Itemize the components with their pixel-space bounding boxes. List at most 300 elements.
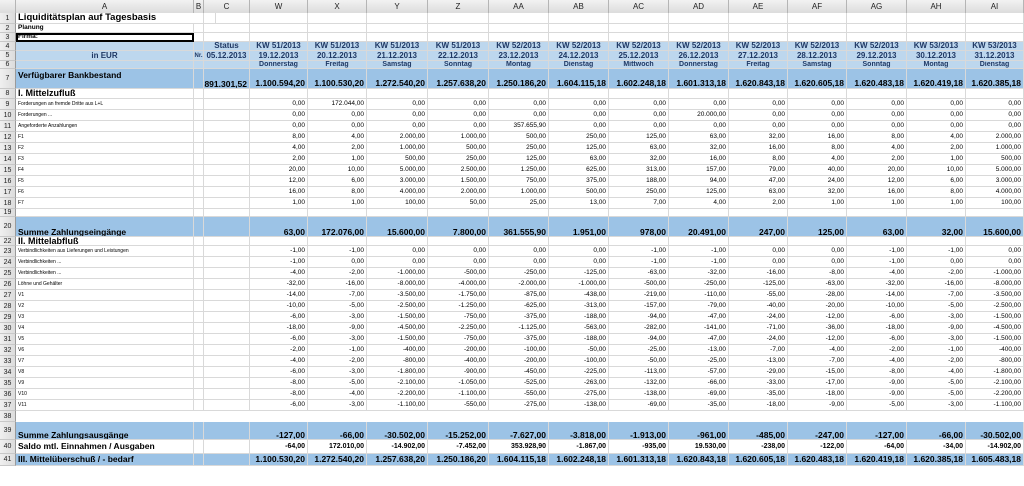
cell[interactable] xyxy=(194,154,204,164)
weekday-header[interactable]: Mittwoch xyxy=(609,61,669,68)
sum-inflow-label[interactable]: Summe Zahlungseingänge xyxy=(16,217,194,236)
outflow-value[interactable]: -50,00 xyxy=(549,345,609,355)
inflow-value[interactable]: 3.000,00 xyxy=(367,176,428,186)
outflow-value[interactable]: -25,00 xyxy=(669,356,729,366)
outflow-value[interactable]: -2,00 xyxy=(308,268,367,278)
inflow-value[interactable]: 0,00 xyxy=(489,110,549,120)
cell[interactable] xyxy=(194,246,204,256)
outflow-value[interactable]: -71,00 xyxy=(729,323,788,333)
outflow-value[interactable]: -7,00 xyxy=(907,290,966,300)
outflow-value[interactable]: -4,00 xyxy=(308,389,367,399)
inflow-value[interactable]: 250,00 xyxy=(609,187,669,197)
outflow-value[interactable]: -28,00 xyxy=(788,290,847,300)
outflow-value[interactable]: -438,00 xyxy=(549,290,609,300)
cell[interactable] xyxy=(549,13,609,23)
inflow-value[interactable]: 16,00 xyxy=(729,143,788,153)
outflow-label[interactable]: V11 xyxy=(16,400,194,410)
cell[interactable] xyxy=(669,24,729,32)
kw-header[interactable]: KW 52/2013 xyxy=(729,42,788,50)
outflow-value[interactable]: -69,00 xyxy=(609,400,669,410)
outflow-value[interactable]: -525,00 xyxy=(489,378,549,388)
inflow-value[interactable]: 1,00 xyxy=(308,198,367,208)
inflow-value[interactable]: 63,00 xyxy=(669,132,729,142)
outflow-value[interactable]: -8,00 xyxy=(250,389,308,399)
outflow-value[interactable]: -1,00 xyxy=(847,257,907,267)
cell[interactable] xyxy=(669,89,729,98)
outflow-value[interactable]: -2,00 xyxy=(250,345,308,355)
inflow-value[interactable]: 63,00 xyxy=(609,143,669,153)
cell[interactable] xyxy=(669,237,729,245)
outflow-value[interactable]: 0,00 xyxy=(966,257,1024,267)
inflow-value[interactable]: 4,00 xyxy=(250,143,308,153)
inflow-value[interactable]: 500,00 xyxy=(428,143,489,153)
row-header[interactable]: 20 xyxy=(0,217,16,237)
cell[interactable] xyxy=(204,217,250,236)
cell[interactable] xyxy=(609,13,669,23)
sum-outflow-label[interactable]: Summe Zahlungsausgänge xyxy=(16,422,194,439)
cell[interactable] xyxy=(489,237,549,245)
outflow-value[interactable]: -1.050,00 xyxy=(428,378,489,388)
cell[interactable] xyxy=(194,301,204,311)
outflow-value[interactable]: 0,00 xyxy=(729,257,788,267)
cell[interactable] xyxy=(788,24,847,32)
inflow-value[interactable]: 172.044,00 xyxy=(308,99,367,109)
outflow-label[interactable]: V10 xyxy=(16,389,194,399)
inflow-label[interactable]: Angeforderte Anzahlungen xyxy=(16,121,194,131)
date-header[interactable]: 28.12.2013 xyxy=(788,51,847,60)
inflow-value[interactable]: 1.250,00 xyxy=(489,165,549,175)
kw-header[interactable]: KW 52/2013 xyxy=(788,42,847,50)
outflow-value[interactable]: -1.500,00 xyxy=(966,334,1024,344)
cell[interactable] xyxy=(194,334,204,344)
outflow-value[interactable]: -4,00 xyxy=(250,356,308,366)
outflow-value[interactable]: -1.000,00 xyxy=(367,268,428,278)
bank-balance-start[interactable]: 891.301,52 xyxy=(204,69,250,88)
surplus-value[interactable]: 1.620.385,18 xyxy=(907,454,966,465)
sum-inflow-value[interactable]: 15.600,00 xyxy=(966,217,1024,236)
row-header[interactable]: 16 xyxy=(0,176,16,187)
cell[interactable] xyxy=(204,367,250,377)
outflow-value[interactable]: -16,00 xyxy=(729,268,788,278)
saldo-value[interactable]: -1.867,00 xyxy=(549,440,609,453)
inflow-label[interactable]: F2 xyxy=(16,143,194,153)
saldo-value[interactable]: -7.452,00 xyxy=(428,440,489,453)
date-header[interactable]: 31.12.2013 xyxy=(966,51,1024,60)
sum-inflow-value[interactable]: 361.555,90 xyxy=(489,217,549,236)
bank-balance-value[interactable]: 1.250.186,20 xyxy=(489,69,549,88)
inflow-value[interactable]: 2,00 xyxy=(847,154,907,164)
column-header-a[interactable]: A xyxy=(16,0,194,13)
row-header[interactable]: 32 xyxy=(0,345,16,356)
bank-balance-value[interactable]: 1.620.483,18 xyxy=(847,69,907,88)
cell[interactable] xyxy=(204,345,250,355)
outflow-value[interactable]: 0,00 xyxy=(367,257,428,267)
cell[interactable] xyxy=(194,345,204,355)
outflow-value[interactable]: -625,00 xyxy=(489,301,549,311)
outflow-value[interactable]: -10,00 xyxy=(250,301,308,311)
sum-inflow-value[interactable]: 1.951,00 xyxy=(549,217,609,236)
row-header[interactable]: 6 xyxy=(0,61,16,69)
inflow-value[interactable]: 0,00 xyxy=(609,121,669,131)
bank-balance-value[interactable]: 1.620.843,18 xyxy=(729,69,788,88)
inflow-value[interactable]: 5.000,00 xyxy=(966,165,1024,175)
row-header[interactable]: 8 xyxy=(0,89,16,99)
inflow-label[interactable]: F3 xyxy=(16,154,194,164)
saldo-value[interactable]: -14.902,00 xyxy=(367,440,428,453)
inflow-value[interactable]: 0,00 xyxy=(367,99,428,109)
kw-header[interactable]: KW 51/2013 xyxy=(250,42,308,50)
inflow-value[interactable]: 8,00 xyxy=(308,187,367,197)
kw-header[interactable]: KW 52/2013 xyxy=(549,42,609,50)
column-header-ab[interactable]: AB xyxy=(549,0,609,13)
column-header-ag[interactable]: AG xyxy=(847,0,907,13)
outflow-value[interactable]: -1.000,00 xyxy=(966,268,1024,278)
cell[interactable] xyxy=(729,237,788,245)
cell[interactable] xyxy=(204,154,250,164)
outflow-value[interactable]: -94,00 xyxy=(609,312,669,322)
cell[interactable] xyxy=(966,89,1024,98)
cell[interactable] xyxy=(16,42,194,50)
inflow-value[interactable]: 0,00 xyxy=(907,110,966,120)
cell[interactable] xyxy=(549,209,609,216)
inflow-value[interactable]: 2.000,00 xyxy=(367,132,428,142)
cell[interactable] xyxy=(489,13,549,23)
cell[interactable] xyxy=(729,24,788,32)
cell[interactable] xyxy=(204,143,250,153)
inflow-value[interactable]: 1,00 xyxy=(907,154,966,164)
cell[interactable] xyxy=(194,312,204,322)
outflow-value[interactable]: -110,00 xyxy=(669,290,729,300)
inflow-value[interactable]: 0,00 xyxy=(847,110,907,120)
cell[interactable] xyxy=(250,209,308,216)
cell[interactable] xyxy=(16,209,194,216)
outflow-value[interactable]: -4,00 xyxy=(788,345,847,355)
inflow-value[interactable]: 2.000,00 xyxy=(428,187,489,197)
cell[interactable] xyxy=(16,61,194,68)
inflow-value[interactable]: 2.500,00 xyxy=(428,165,489,175)
inflow-label[interactable]: Forderungen ... xyxy=(16,110,194,120)
outflow-value[interactable]: -800,00 xyxy=(367,356,428,366)
cell[interactable] xyxy=(788,13,847,23)
sum-outflow-value[interactable]: -15.252,00 xyxy=(428,422,489,439)
cell[interactable] xyxy=(204,440,250,453)
planung-label[interactable]: Planung xyxy=(16,24,194,32)
inflow-value[interactable]: 32,00 xyxy=(788,187,847,197)
outflow-value[interactable]: -188,00 xyxy=(549,312,609,322)
outflow-value[interactable]: -1,00 xyxy=(907,246,966,256)
row-header[interactable]: 40 xyxy=(0,440,16,454)
inflow-value[interactable]: 0,00 xyxy=(549,121,609,131)
cell[interactable] xyxy=(250,33,308,41)
column-header-ac[interactable]: AC xyxy=(609,0,669,13)
cell[interactable] xyxy=(788,33,847,41)
outflow-value[interactable]: -2.500,00 xyxy=(367,301,428,311)
row-header[interactable]: 12 xyxy=(0,132,16,143)
cell[interactable] xyxy=(729,33,788,41)
row-header[interactable]: 19 xyxy=(0,209,16,217)
outflow-value[interactable]: 0,00 xyxy=(428,246,489,256)
outflow-value[interactable]: -275,00 xyxy=(489,400,549,410)
inflow-value[interactable]: 25,00 xyxy=(489,198,549,208)
outflow-value[interactable]: 0,00 xyxy=(788,257,847,267)
outflow-value[interactable]: -400,00 xyxy=(966,345,1024,355)
column-header-w[interactable]: W xyxy=(250,0,308,13)
row-header[interactable]: 23 xyxy=(0,246,16,257)
outflow-value[interactable]: -3,00 xyxy=(308,367,367,377)
cell[interactable] xyxy=(367,209,428,216)
outflow-value[interactable]: 0,00 xyxy=(549,257,609,267)
cell[interactable] xyxy=(204,279,250,289)
outflow-value[interactable]: -563,00 xyxy=(549,323,609,333)
cell[interactable] xyxy=(489,24,549,32)
outflow-value[interactable]: -1,00 xyxy=(669,246,729,256)
inflow-value[interactable]: 1.000,00 xyxy=(428,132,489,142)
surplus-value[interactable]: 1.257.638,20 xyxy=(367,454,428,465)
row-header[interactable]: 18 xyxy=(0,198,16,209)
date-header[interactable]: 19.12.2013 xyxy=(250,51,308,60)
cell[interactable] xyxy=(847,89,907,98)
sum-outflow-value[interactable]: -3.818,00 xyxy=(549,422,609,439)
cell[interactable] xyxy=(250,237,308,245)
surplus-value[interactable]: 1.605.483,18 xyxy=(966,454,1024,465)
outflow-value[interactable]: -32,00 xyxy=(669,268,729,278)
row-header[interactable]: 15 xyxy=(0,165,16,176)
cell[interactable] xyxy=(549,89,609,98)
outflow-value[interactable]: -18,00 xyxy=(729,400,788,410)
cell[interactable] xyxy=(367,24,428,32)
active-cell-selection[interactable] xyxy=(16,33,194,42)
inflow-value[interactable]: 47,00 xyxy=(729,176,788,186)
cell[interactable] xyxy=(204,268,250,278)
row-header[interactable]: 39 xyxy=(0,422,16,440)
outflow-value[interactable]: -1,00 xyxy=(669,257,729,267)
outflow-value[interactable]: -9,00 xyxy=(847,389,907,399)
cell[interactable] xyxy=(729,209,788,216)
inflow-value[interactable]: 0,00 xyxy=(308,110,367,120)
cell[interactable] xyxy=(204,198,250,208)
inflow-value[interactable]: 6,00 xyxy=(308,176,367,186)
cell[interactable] xyxy=(194,268,204,278)
outflow-value[interactable]: -2,00 xyxy=(907,356,966,366)
outflow-value[interactable]: -7,00 xyxy=(788,356,847,366)
outflow-value[interactable]: -450,00 xyxy=(489,367,549,377)
surplus-value[interactable]: 1.620.605,18 xyxy=(729,454,788,465)
cell[interactable] xyxy=(204,187,250,197)
row-header[interactable]: 29 xyxy=(0,312,16,323)
inflow-value[interactable]: 0,00 xyxy=(308,121,367,131)
saldo-value[interactable]: -935,00 xyxy=(609,440,669,453)
surplus-value[interactable]: 1.620.483,18 xyxy=(788,454,847,465)
cell[interactable] xyxy=(194,69,204,88)
inflow-value[interactable]: 125,00 xyxy=(549,143,609,153)
sum-outflow-value[interactable]: -66,00 xyxy=(308,422,367,439)
outflow-value[interactable]: -125,00 xyxy=(549,268,609,278)
outflow-value[interactable]: -79,00 xyxy=(669,301,729,311)
inflow-value[interactable]: 0,00 xyxy=(250,110,308,120)
cell[interactable] xyxy=(907,89,966,98)
inflow-value[interactable]: 188,00 xyxy=(609,176,669,186)
outflow-value[interactable]: -33,00 xyxy=(729,378,788,388)
inflow-value[interactable]: 0,00 xyxy=(669,99,729,109)
inflow-value[interactable]: 4.000,00 xyxy=(966,187,1024,197)
weekday-header[interactable]: Montag xyxy=(907,61,966,68)
outflow-value[interactable]: -4,00 xyxy=(250,268,308,278)
row-header[interactable]: 26 xyxy=(0,279,16,290)
weekday-header[interactable]: Samstag xyxy=(788,61,847,68)
outflow-value[interactable]: -15,00 xyxy=(788,367,847,377)
sum-outflow-value[interactable]: -127,00 xyxy=(250,422,308,439)
outflow-value[interactable]: -50,00 xyxy=(609,356,669,366)
sum-outflow-value[interactable]: -247,00 xyxy=(788,422,847,439)
cell[interactable] xyxy=(194,143,204,153)
cell[interactable] xyxy=(194,13,204,23)
outflow-value[interactable]: -125,00 xyxy=(729,279,788,289)
surplus-label[interactable]: III. Mittelüberschuß / - bedarf xyxy=(16,454,194,465)
row-header[interactable]: 22 xyxy=(0,237,16,246)
cell[interactable] xyxy=(847,209,907,216)
cell[interactable] xyxy=(428,89,489,98)
inflow-value[interactable]: 20.000,00 xyxy=(669,110,729,120)
outflow-value[interactable]: -900,00 xyxy=(428,367,489,377)
outflow-value[interactable]: -35,00 xyxy=(669,400,729,410)
cell[interactable] xyxy=(204,209,250,216)
outflow-value[interactable]: 0,00 xyxy=(966,246,1024,256)
date-header[interactable]: 22.12.2013 xyxy=(428,51,489,60)
outflow-label[interactable]: Verbindlichkeiten aus Lieferungen und Leistungen xyxy=(16,246,194,256)
outflow-value[interactable]: -47,00 xyxy=(669,334,729,344)
cell[interactable] xyxy=(194,389,204,399)
cell[interactable] xyxy=(204,454,250,465)
sum-inflow-value[interactable]: 125,00 xyxy=(788,217,847,236)
bank-balance-value[interactable]: 1.272.540,20 xyxy=(367,69,428,88)
outflow-label[interactable]: V3 xyxy=(16,312,194,322)
inflow-value[interactable]: 0,00 xyxy=(729,99,788,109)
sum-inflow-value[interactable]: 63,00 xyxy=(250,217,308,236)
cell[interactable] xyxy=(204,165,250,175)
outflow-label[interactable]: V1 xyxy=(16,290,194,300)
column-header-ad[interactable]: AD xyxy=(669,0,729,13)
cell[interactable] xyxy=(907,237,966,245)
saldo-value[interactable]: -64,00 xyxy=(847,440,907,453)
inflow-value[interactable]: 2,00 xyxy=(250,154,308,164)
cell[interactable] xyxy=(194,61,204,68)
inflow-value[interactable]: 500,00 xyxy=(966,154,1024,164)
firma-label[interactable]: Firma: xyxy=(16,33,194,41)
row-header[interactable]: 36 xyxy=(0,389,16,400)
inflow-value[interactable]: 0,00 xyxy=(549,110,609,120)
row-header[interactable]: 10 xyxy=(0,110,16,121)
cell[interactable] xyxy=(204,89,250,98)
outflow-value[interactable]: -57,00 xyxy=(669,367,729,377)
inflow-value[interactable]: 0,00 xyxy=(966,99,1024,109)
column-header-ae[interactable]: AE xyxy=(729,0,788,13)
inflow-value[interactable]: 10,00 xyxy=(907,165,966,175)
outflow-value[interactable]: -9,00 xyxy=(308,323,367,333)
outflow-value[interactable]: -1.750,00 xyxy=(428,290,489,300)
inflow-value[interactable]: 0,00 xyxy=(250,121,308,131)
cell[interactable] xyxy=(847,237,907,245)
cell[interactable] xyxy=(428,33,489,41)
cell[interactable] xyxy=(194,367,204,377)
outflow-label[interactable]: V6 xyxy=(16,345,194,355)
outflow-value[interactable]: -5,00 xyxy=(847,400,907,410)
row-header[interactable]: 9 xyxy=(0,99,16,110)
outflow-value[interactable]: -550,00 xyxy=(428,400,489,410)
outflow-value[interactable]: -375,00 xyxy=(489,334,549,344)
row-header[interactable]: 30 xyxy=(0,323,16,334)
cell[interactable] xyxy=(204,378,250,388)
sum-outflow-value[interactable]: -1.913,00 xyxy=(609,422,669,439)
column-header-y[interactable]: Y xyxy=(367,0,428,13)
outflow-value[interactable]: -9,00 xyxy=(847,378,907,388)
outflow-value[interactable]: -13,00 xyxy=(729,356,788,366)
outflow-value[interactable]: -100,00 xyxy=(489,345,549,355)
outflow-value[interactable]: 0,00 xyxy=(308,257,367,267)
saldo-value[interactable]: -122,00 xyxy=(788,440,847,453)
saldo-value[interactable]: -34,00 xyxy=(907,440,966,453)
inflow-label[interactable]: F6 xyxy=(16,187,194,197)
outflow-label[interactable]: Verbindlichkeiten ... xyxy=(16,268,194,278)
select-all-corner[interactable] xyxy=(0,0,16,13)
inflow-value[interactable]: 3.000,00 xyxy=(966,176,1024,186)
weekday-header[interactable]: Dienstag xyxy=(549,61,609,68)
outflow-value[interactable]: -4,00 xyxy=(907,367,966,377)
inflow-value[interactable]: 0,00 xyxy=(847,99,907,109)
inflow-value[interactable]: 1.000,00 xyxy=(966,143,1024,153)
outflow-value[interactable]: -2.250,00 xyxy=(428,323,489,333)
outflow-value[interactable]: -29,00 xyxy=(729,367,788,377)
row-header[interactable]: 24 xyxy=(0,257,16,268)
kw-header[interactable]: KW 52/2013 xyxy=(669,42,729,50)
outflow-value[interactable]: -1,00 xyxy=(308,246,367,256)
outflow-value[interactable]: -1,00 xyxy=(847,246,907,256)
weekday-header[interactable]: Sonntag xyxy=(428,61,489,68)
weekday-header[interactable]: Freitag xyxy=(308,61,367,68)
outflow-value[interactable]: -5,00 xyxy=(308,301,367,311)
inflow-value[interactable]: 4,00 xyxy=(669,198,729,208)
cell[interactable] xyxy=(549,237,609,245)
inflow-value[interactable]: 0,00 xyxy=(966,110,1024,120)
inflow-value[interactable]: 357.655,90 xyxy=(489,121,549,131)
cell[interactable] xyxy=(204,110,250,120)
cell[interactable] xyxy=(204,121,250,131)
inflow-value[interactable]: 0,00 xyxy=(788,99,847,109)
outflow-value[interactable]: -8,00 xyxy=(788,268,847,278)
row-header[interactable]: 31 xyxy=(0,334,16,345)
saldo-value[interactable]: 172.010,00 xyxy=(308,440,367,453)
sum-outflow-value[interactable]: -66,00 xyxy=(907,422,966,439)
inflow-value[interactable]: 32,00 xyxy=(669,143,729,153)
outflow-value[interactable]: -1,00 xyxy=(250,257,308,267)
column-header-ah[interactable]: AH xyxy=(907,0,966,13)
inflow-value[interactable]: 0,00 xyxy=(788,110,847,120)
outflow-value[interactable]: -8.000,00 xyxy=(966,279,1024,289)
outflow-value[interactable]: -2.000,00 xyxy=(489,279,549,289)
inflow-value[interactable]: 125,00 xyxy=(609,132,669,142)
inflow-value[interactable]: 79,00 xyxy=(729,165,788,175)
inflow-value[interactable]: 1,00 xyxy=(250,198,308,208)
outflow-label[interactable]: V5 xyxy=(16,334,194,344)
outflow-value[interactable]: -1.100,00 xyxy=(428,389,489,399)
outflow-value[interactable]: -188,00 xyxy=(549,334,609,344)
inflow-value[interactable]: 16,00 xyxy=(847,187,907,197)
cell[interactable] xyxy=(194,110,204,120)
outflow-value[interactable]: -36,00 xyxy=(788,323,847,333)
inflow-value[interactable]: 16,00 xyxy=(669,154,729,164)
cell[interactable] xyxy=(669,209,729,216)
cell[interactable] xyxy=(367,89,428,98)
row-header[interactable]: 1 xyxy=(0,13,16,24)
